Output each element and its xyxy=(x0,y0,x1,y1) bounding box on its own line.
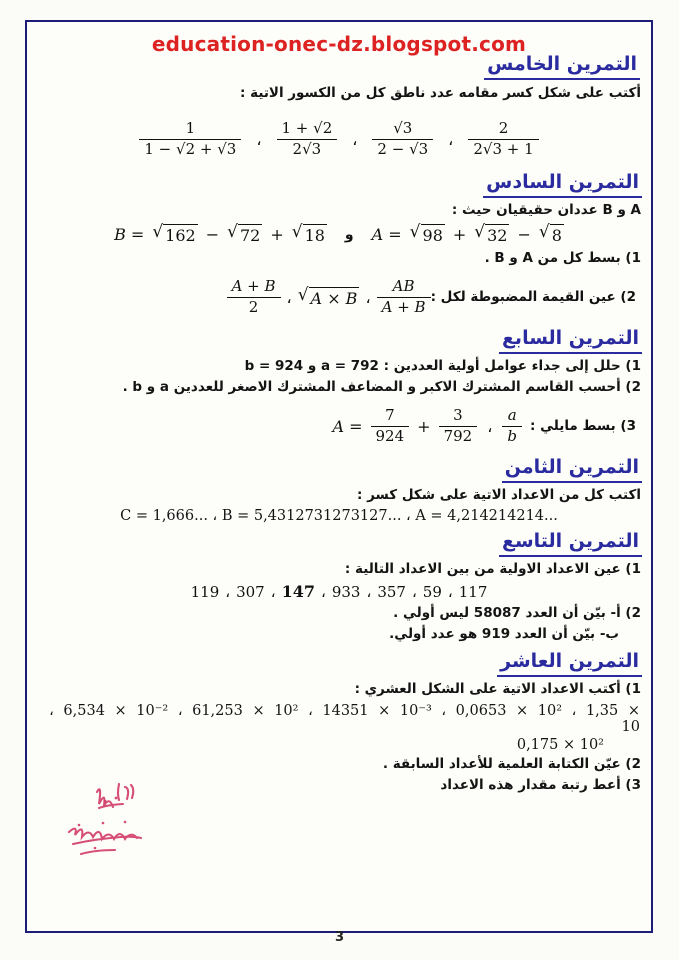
comma-separator: ، xyxy=(320,582,326,601)
fraction-denominator: 2√3 + 1 xyxy=(473,139,534,158)
exercise-7-question-2: 2) أحسب القاسم المشترك الاكبر و المضاعف المشترك الاصغر للعددين a و b . xyxy=(122,379,641,395)
fraction-numerator: 3 xyxy=(439,407,478,426)
fraction-numerator: 1 + √2 xyxy=(277,120,338,139)
radical xyxy=(227,224,262,245)
exercise-6-question-2-label: 2) عين القيمة المضبوطة لكل : xyxy=(430,289,636,305)
equation-B xyxy=(110,224,331,245)
radical xyxy=(474,224,509,245)
exercise-6-question-1: 1) بسط كل من A و B . xyxy=(484,250,641,266)
radicand: 72 xyxy=(239,226,261,245)
teacher-stamp xyxy=(59,778,159,874)
fraction xyxy=(502,407,522,445)
number-item: 147 xyxy=(281,582,315,601)
exercise-6-equations xyxy=(36,224,642,245)
comma-separator: ، xyxy=(225,582,231,601)
plus-operator: + xyxy=(417,416,431,436)
and-conjunction: و xyxy=(344,226,354,243)
radical-sign: √ xyxy=(538,222,550,242)
exercise-8-prompt: اكتب كل من الاعداد الاتية على شكل كسر : xyxy=(357,487,641,503)
exercise-5-fractions xyxy=(36,113,642,165)
exercise-10-values-line-1: ، 6,534 × 10⁻² ، 61,253 × 10² ، 14351 × 10⁻³ ، 0,0653 × 10² ، 1,35 × 10 xyxy=(49,703,640,735)
radical-sign: √ xyxy=(297,284,309,305)
fraction-numerator: √3 xyxy=(372,120,433,139)
fraction xyxy=(372,120,433,158)
exercise-5-heading: التمرين الخامس xyxy=(484,52,640,80)
radical-sign: √ xyxy=(409,222,421,242)
fraction-denominator: 2√3 xyxy=(292,139,322,158)
fraction xyxy=(227,278,281,316)
radical xyxy=(292,224,327,245)
fraction xyxy=(439,407,478,445)
exercise-6-question-2 xyxy=(36,274,642,320)
fraction xyxy=(468,120,538,158)
fraction-numerator: AB xyxy=(377,278,431,297)
fraction xyxy=(377,278,431,316)
comma-separator: ، xyxy=(447,582,453,601)
exercise-8-heading: التمرين الثامن xyxy=(502,455,642,483)
equation-lhs: A = xyxy=(332,416,363,436)
radical-sign: √ xyxy=(227,222,238,242)
fraction-numerator: 1 xyxy=(139,120,241,139)
exercise-9-question-2b: ب- بيّن أن العدد 919 هو عدد أولي. xyxy=(389,626,619,642)
operator: − xyxy=(517,225,531,244)
fraction-numerator: 7 xyxy=(371,407,410,426)
exercise-6-intro: A و B عددان حقيقيان حيث : xyxy=(451,202,641,218)
exercise-8-values: C = 1,666... ، B = 5,4312731273127... ، A = 4,214214214... xyxy=(120,508,558,524)
exercise-6-heading: التمرين السادس xyxy=(483,170,642,198)
fraction xyxy=(139,120,241,158)
comma-separator: ، xyxy=(411,582,417,601)
radicand: A × B xyxy=(310,288,358,308)
exercise-5-prompt: أكتب على شكل كسر مقامه عدد ناطق كل من الكسور الاتية : xyxy=(240,85,641,101)
exercise-9-heading: التمرين التاسع xyxy=(499,529,642,557)
radicand: 18 xyxy=(304,226,325,245)
fraction xyxy=(277,120,338,158)
radical xyxy=(410,224,445,245)
fraction-denominator: 924 xyxy=(375,426,405,445)
exercise-7-question-1: 1) حلل إلى جداء عوامل أولية العددين : a = 792 و b = 924 xyxy=(244,358,641,374)
number-item: 117 xyxy=(458,582,488,601)
operator: + xyxy=(270,225,284,244)
radical xyxy=(152,224,197,245)
radical-sign: √ xyxy=(152,222,164,242)
exercise-7-question-3-label: 3) بسط مايلي : xyxy=(529,418,636,434)
comma-separator: ، xyxy=(352,129,358,149)
exercise-10-question-2: 2) عيّن الكتابة العلمية للأعداد السابقة . xyxy=(382,756,641,772)
radical-sign: √ xyxy=(291,222,303,242)
number-item: 933 xyxy=(331,582,361,601)
comma-separator: ، xyxy=(366,582,372,601)
radical-sign: √ xyxy=(474,222,486,242)
exercise-10-question-3: 3) أعط رتبة مقدار هذه الاعداد xyxy=(440,777,641,793)
equation-A xyxy=(368,224,568,245)
fraction-denominator: 792 xyxy=(443,426,473,445)
exercise-7-question-3 xyxy=(36,403,642,449)
number-item: 119 xyxy=(190,582,220,601)
comma-separator: ، xyxy=(448,129,454,149)
number-item: 307 xyxy=(236,582,265,601)
radicand: 32 xyxy=(487,226,508,245)
site-title: education-onec-dz.blogspot.com xyxy=(151,32,527,56)
exercise-9-question-1: 1) عين الاعداد الاولية من بين الاعداد التالية : xyxy=(344,561,641,577)
fraction-denominator: b xyxy=(507,426,517,445)
radicand: 162 xyxy=(165,226,196,245)
comma-separator: ، xyxy=(487,416,493,436)
fraction-numerator: a xyxy=(502,407,522,426)
header xyxy=(36,26,642,82)
exercise-10-values-line-2: 0,175 × 10² xyxy=(516,737,604,753)
exercise-10-heading: التمرين العاشر xyxy=(497,649,642,677)
teacher-signature-icon xyxy=(59,778,159,870)
comma-separator: ، xyxy=(286,287,292,307)
exercise-10-question-1: 1) أكتب الاعداد الاتية على الشكل العشري : xyxy=(354,681,641,697)
radical xyxy=(297,284,360,308)
number-item: 59 xyxy=(422,582,442,601)
exercise-9-numbers xyxy=(36,582,642,601)
operator: + xyxy=(452,225,467,244)
equation-lhs: B = xyxy=(114,225,145,244)
radicand: 8 xyxy=(551,226,562,245)
fraction-denominator: 2 xyxy=(248,297,259,316)
fraction-denominator: 2 − √3 xyxy=(377,139,429,158)
comma-separator: ، xyxy=(270,582,276,601)
number-item: 357 xyxy=(377,582,406,601)
comma-separator: ، xyxy=(256,129,262,149)
operator: − xyxy=(205,225,220,244)
radicand: 98 xyxy=(422,226,443,245)
fraction-numerator: 2 xyxy=(468,120,538,139)
exercise-9-question-2a: 2) أ- بيّن أن العدد 58087 ليس أولي . xyxy=(393,605,641,621)
fraction-denominator: A + B xyxy=(381,297,426,316)
fraction-numerator: A + B xyxy=(227,278,281,297)
radical xyxy=(539,224,564,245)
equation-lhs: A = xyxy=(371,225,402,244)
page-frame xyxy=(25,20,653,933)
exercise-7-heading: التمرين السابع xyxy=(499,326,642,354)
fraction xyxy=(371,407,410,445)
comma-separator: ، xyxy=(365,287,371,307)
page-number: 3 xyxy=(334,930,345,945)
fraction-denominator: 1 − √2 + √3 xyxy=(144,139,237,158)
